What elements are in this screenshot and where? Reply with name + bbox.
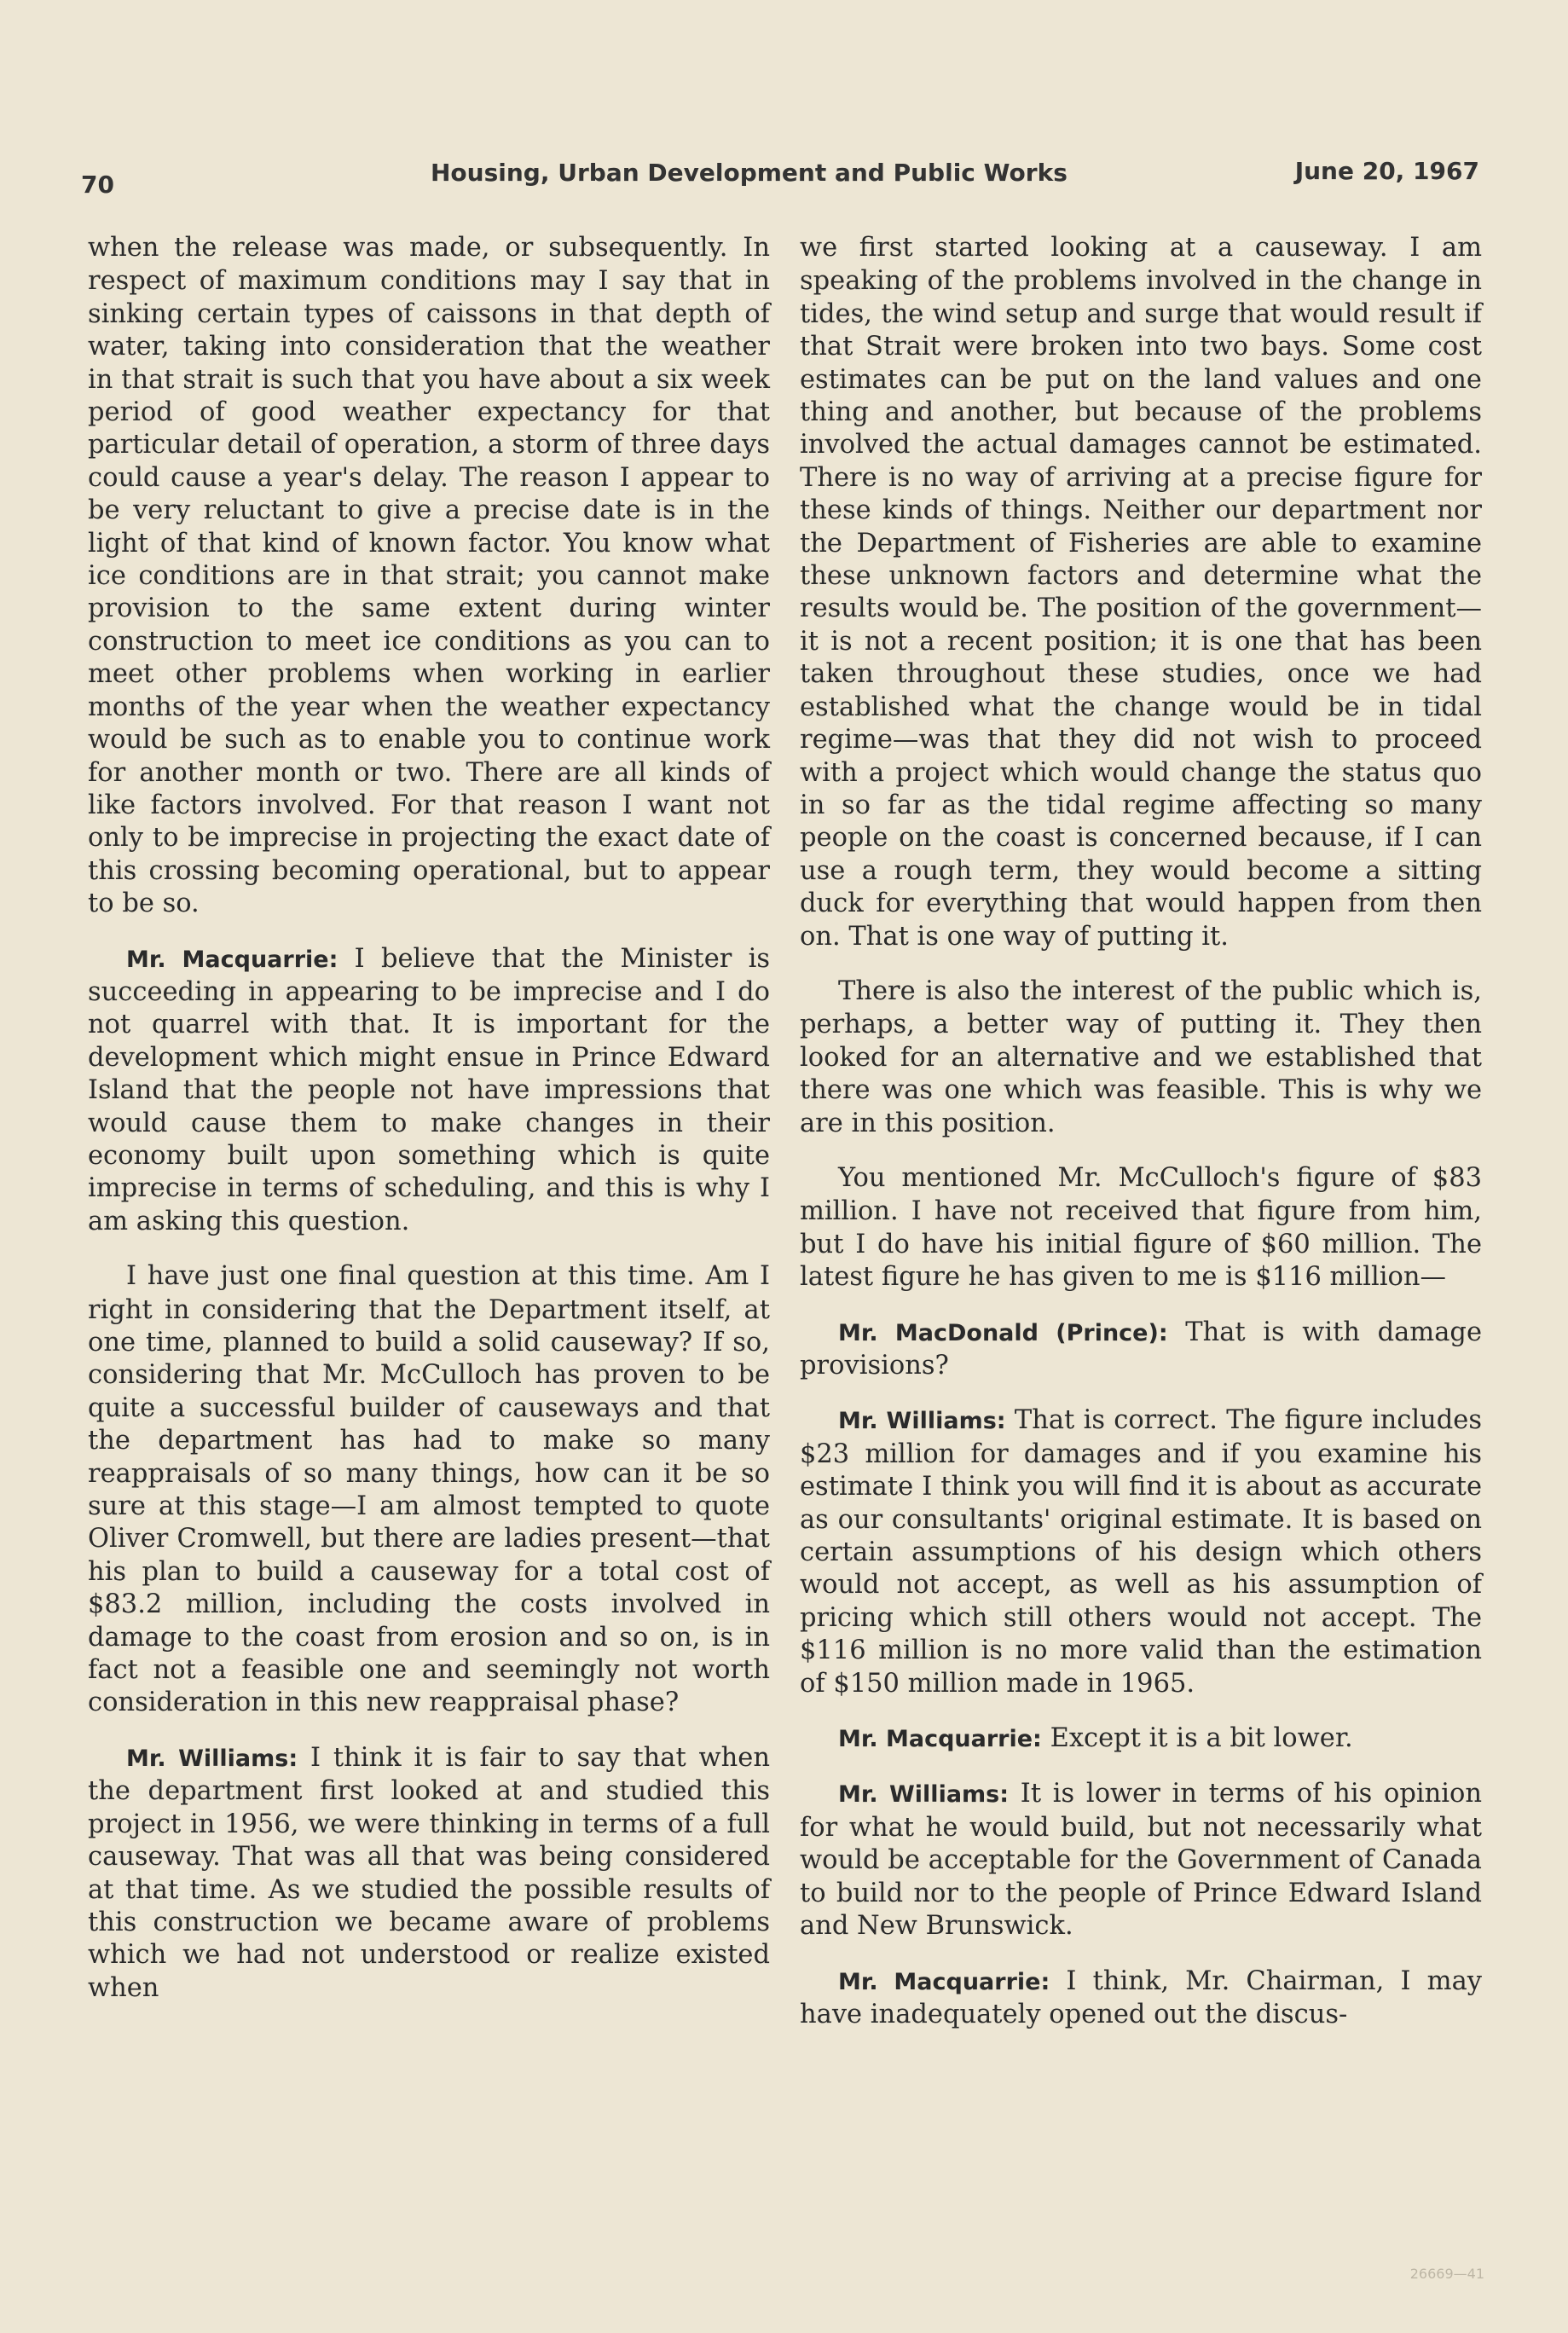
printer-code: 26669—41 bbox=[1409, 2266, 1484, 2282]
paragraph-text: That is correct. The figure includes $23 million for damages and if you examine his estimate I think you will find it is about as accurate as our consultants' original estimate. It is based on certain assumptions of his design which others would not accept, as well as his assumption of pricing which still others would not accept. The $116 million is no more valid than the estimation of $150 million made in 1965. bbox=[800, 1405, 1483, 1699]
paragraph bbox=[800, 1778, 1482, 1942]
left-column bbox=[88, 232, 770, 2027]
paragraph bbox=[800, 1965, 1482, 2032]
paragraph-text: I think, Mr. Chairman, I may have inadequately opened out the discus- bbox=[800, 1965, 1482, 2029]
right-column bbox=[800, 232, 1482, 2053]
speaker-name: Mr. MacDonald (Prince): bbox=[838, 1319, 1168, 1346]
paragraph-text: That is with damage provisions? bbox=[800, 1317, 1482, 1381]
paragraph bbox=[800, 1404, 1482, 1700]
paragraph-text: There is also the interest of the public which is, perhaps, a better way of putting it. They then looked for an alternative and we established that there was one which was feasible. This is why we are in this position. bbox=[800, 975, 1482, 1138]
paragraph-text: You mentioned Mr. McCulloch's figure of $83 million. I have not received that figure from him, but I do have his initial figure of $60 million. The latest figure he has given to me is $116 million— bbox=[800, 1162, 1482, 1293]
speaker-name: Mr. Williams: bbox=[126, 1745, 298, 1772]
paragraph-text: I believe that the Minister is succeeding in appearing to be imprecise and I do not quarrel with that. It is important for the development which might ensue in Prince Edward Island that the people not have impressions that would cause them to make changes in their economy built upon something which is quite imprecise in terms of scheduling, and this is why I am asking this question. bbox=[88, 943, 770, 1236]
page-header bbox=[81, 152, 1479, 203]
paragraph bbox=[800, 232, 1482, 953]
paragraph bbox=[800, 1317, 1482, 1383]
paragraph bbox=[88, 1260, 770, 1720]
speaker-name: Mr. Macquarrie: bbox=[126, 946, 338, 973]
paragraph-text: when the release was made, or subsequently. In respect of maximum conditions may I say that in sinking certain types of caissons in that depth of water, taking into consideration that the weather in that strait is such that you have about a six week period of good weather expectancy for that particular detail of operation, a storm of three days could cause a year's delay. The reason I appear to be very reluctant to give a precise date is in the light of that kind of known factor. You know what ice conditions are in that strait; you cannot make provision to the same extent during winter construction to meet ice conditions as you can to meet other problems when working in earlier months of the year when the weather expectancy would be such as to enable you to continue work for another month or two. There are all kinds of like factors involved. For that reason I want not only to be imprecise in projecting the exact date of this crossing becoming operational, but to appear to be so. bbox=[88, 233, 770, 919]
running-title: Housing, Urban Development and Public Works bbox=[431, 159, 1068, 187]
paragraph-text: I have just one final question at this time. Am I right in considering that the Department itself, at one time, planned to build a solid causeway? If so, considering that Mr. McCulloch has proven to be quite a successful builder of causeways and that the department has had to make so many reappraisals of so many things, how can it be so sure at this stage—I am almost tempted to quote Oliver Cromwell, but there are ladies present—that his plan to build a causeway for a total cost of $83.2 million, including the costs involved in damage to the coast from erosion and so on, is in fact not a feasible one and seemingly not worth consideration in this new reappraisal phase? bbox=[88, 1261, 770, 1718]
speaker-name: Mr. Macquarrie: bbox=[838, 1968, 1050, 1995]
paragraph-text: It is lower in terms of his opinion for what he would build, but not necessarily what would be acceptable for the Government of Canada to build nor to the people of Prince Edward Island and New Brunswick. bbox=[800, 1779, 1482, 1942]
paragraph bbox=[88, 943, 770, 1239]
speaker-name: Mr. Williams: bbox=[838, 1408, 1006, 1435]
paragraph-text: we first started looking at a causeway. I am speaking of the problems involved in the change in tides, the wind setup and surge that would result if that Strait were broken into two bays. Some cost estimates can be put on the land values and one thing and another, but because of the problems involved the actual damages cannot be estimated. There is no way of arriving at a precise figure for these kinds of things. Neither our department nor the Department of Fisheries are able to examine these unknown factors and determine what the results would be. The position of the government—it is not a recent position; it is one that has been taken throughout these studies, once we had established what the change would be in tidal regime—was that they did not wish to proceed with a project which would change the status quo in so far as the tidal regime affecting so many people on the coast is concerned because, if I can use a rough term, they would become a sitting duck for everything that would happen from then on. That is one way of putting it. bbox=[800, 233, 1482, 952]
paragraph bbox=[800, 1162, 1482, 1294]
speaker-name: Mr. Macquarrie: bbox=[838, 1726, 1042, 1753]
header-date: June 20, 1967 bbox=[1294, 157, 1479, 185]
paragraph bbox=[800, 1722, 1482, 1756]
speaker-name: Mr. Williams: bbox=[838, 1781, 1010, 1809]
paragraph bbox=[88, 1742, 770, 2005]
paragraph bbox=[88, 232, 770, 921]
paragraph-text: Except it is a bit lower. bbox=[1050, 1723, 1353, 1754]
paragraph bbox=[800, 975, 1482, 1140]
paragraph-text: I think it is fair to say that when the department first looked at and studied this project in 1956, we were thinking in terms of a full causeway. That was all that was being considered at that time. As we studied the possible results of this construction we became aware of problems which we had not understood or realize existed when bbox=[88, 1742, 771, 2003]
page-number: 70 bbox=[81, 171, 114, 199]
